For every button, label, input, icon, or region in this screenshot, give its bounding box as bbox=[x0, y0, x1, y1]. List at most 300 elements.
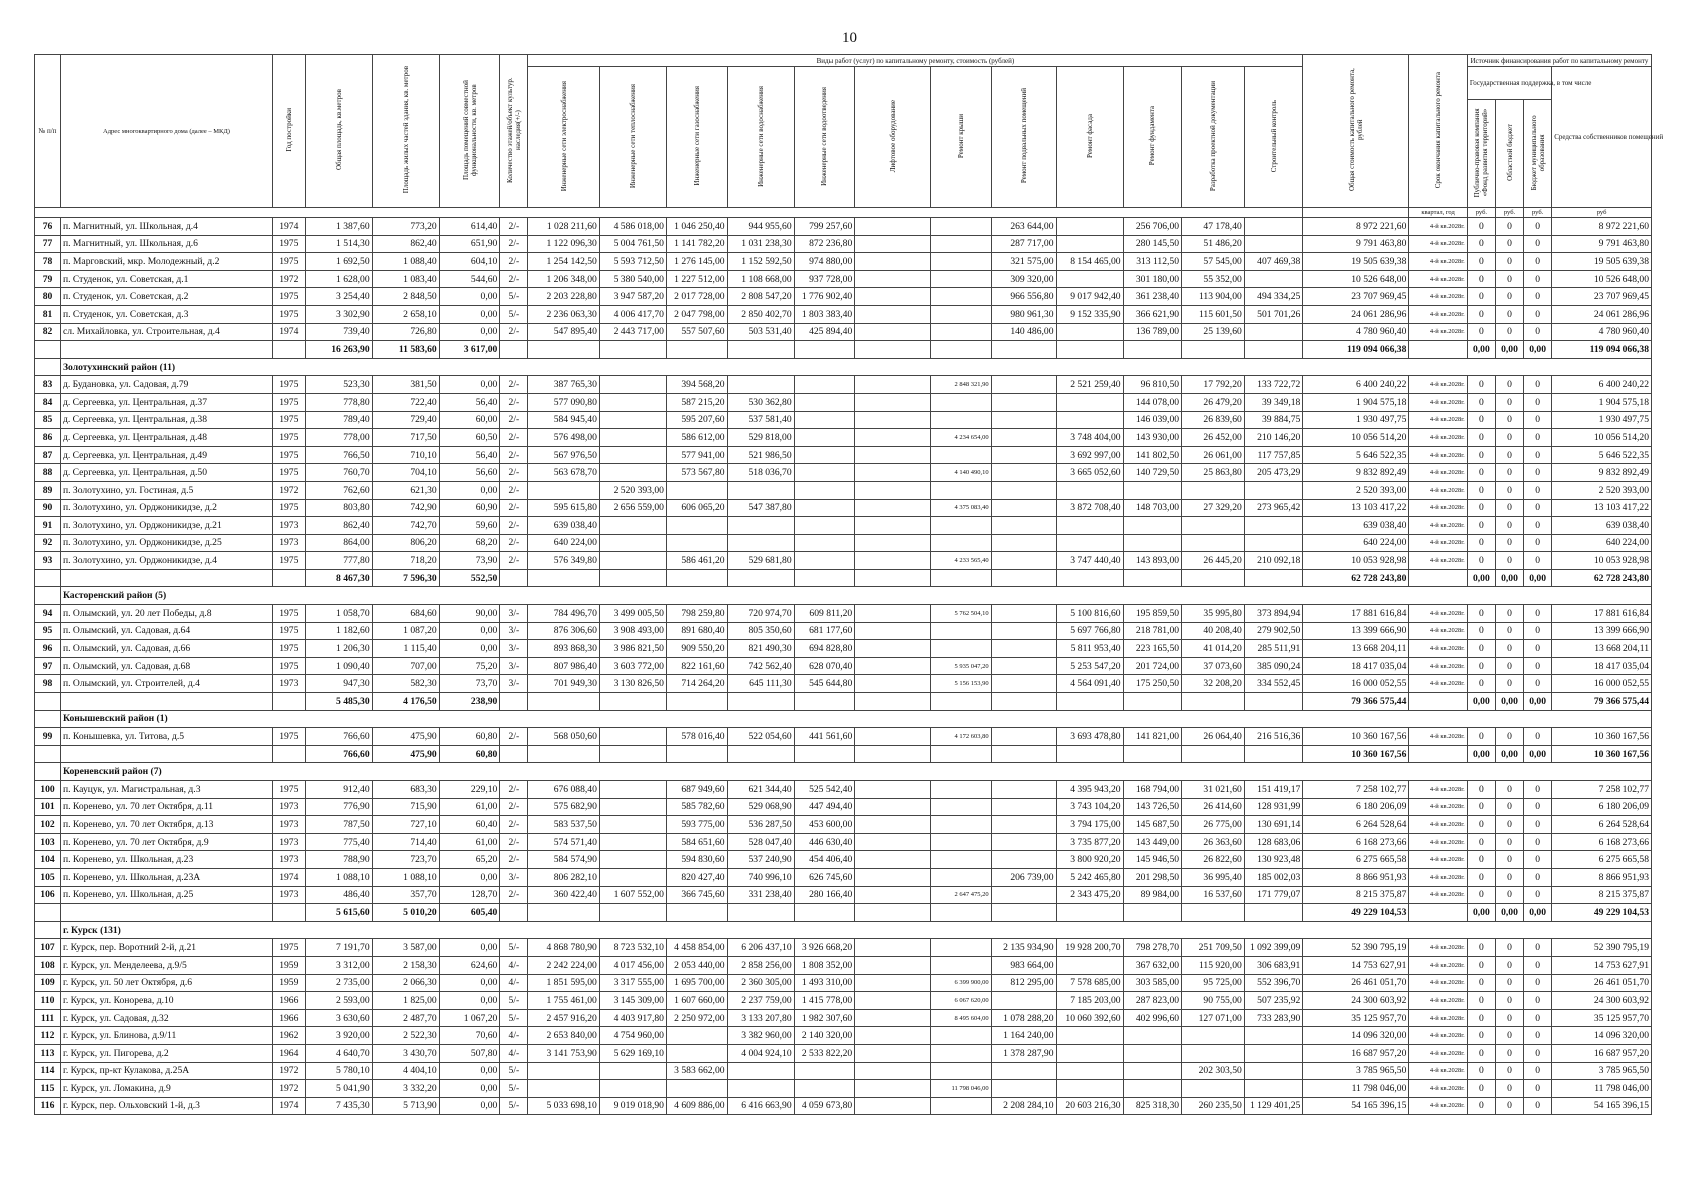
cell-la: 862,40 bbox=[372, 235, 439, 253]
cell-f4: 26 461 051,70 bbox=[1552, 974, 1652, 992]
cell-la: 704,10 bbox=[372, 464, 439, 482]
cell-el: 1 122 096,30 bbox=[528, 235, 599, 253]
cell-y: 1975 bbox=[273, 411, 305, 429]
cell-f2: 0 bbox=[1495, 552, 1523, 570]
cell-tc: 35 125 957,70 bbox=[1303, 1009, 1409, 1027]
cell-fd: 136 789,00 bbox=[1123, 323, 1181, 341]
cell-ta: 1 206,30 bbox=[305, 640, 372, 658]
cell-f2: 0 bbox=[1495, 939, 1523, 957]
cell-fd: 89 984,00 bbox=[1123, 886, 1181, 904]
cell-ct: 151 419,17 bbox=[1244, 781, 1303, 799]
cell-lf bbox=[855, 411, 931, 429]
cell-ct bbox=[1244, 270, 1303, 288]
cell-fc bbox=[1056, 218, 1123, 236]
cell-fc bbox=[1056, 270, 1123, 288]
cell-ta: 912,40 bbox=[305, 781, 372, 799]
cell-sw: 609 811,20 bbox=[794, 605, 855, 623]
cell-bs bbox=[991, 851, 1056, 869]
cell-tc: 640 224,00 bbox=[1303, 534, 1409, 552]
header-roof: Ремонт крыши bbox=[930, 67, 991, 208]
cell-f2: 0 bbox=[1495, 499, 1523, 517]
subtotal-tc: 49 229 104,53 bbox=[1303, 904, 1409, 922]
cell-f1: 0 bbox=[1467, 1097, 1495, 1115]
cell-fc bbox=[1056, 517, 1123, 535]
cell-y: 1972 bbox=[273, 270, 305, 288]
cell-f2: 0 bbox=[1495, 323, 1523, 341]
cell-fl: 2/- bbox=[500, 235, 528, 253]
cell-f2: 0 bbox=[1495, 992, 1523, 1010]
table-row bbox=[35, 728, 1652, 746]
cell-na: 60,40 bbox=[439, 816, 500, 834]
cell-fc: 5 242 465,80 bbox=[1056, 868, 1123, 886]
cell-addr: г. Курск, ул. Садовая, д.32 bbox=[60, 1009, 272, 1027]
cell-lf bbox=[855, 552, 931, 570]
cell-addr: п. Коренево, ул. 70 лет Октября, д.11 bbox=[60, 798, 272, 816]
cell-fc bbox=[1056, 534, 1123, 552]
cell-ct: 334 552,45 bbox=[1244, 675, 1303, 693]
cell-addr: г. Курск, пер. Ольховский 1-й, д.3 bbox=[60, 1097, 272, 1115]
cell-ct: 273 965,42 bbox=[1244, 499, 1303, 517]
cell-lf bbox=[855, 1027, 931, 1045]
cell-y: 1975 bbox=[273, 622, 305, 640]
cell-na: 0,00 bbox=[439, 1097, 500, 1115]
cell-wt: 4 004 924,10 bbox=[727, 1044, 794, 1062]
cell-ds: 115 920,00 bbox=[1182, 956, 1245, 974]
cell-gs: 585 782,60 bbox=[666, 798, 727, 816]
cell-tm: 4-й кв.2028г. bbox=[1409, 552, 1467, 570]
cell-ta: 3 302,90 bbox=[305, 305, 372, 323]
cell-el: 876 306,60 bbox=[528, 622, 599, 640]
cell-ht: 2 443 717,00 bbox=[599, 323, 666, 341]
cell-fl: 5/- bbox=[500, 1097, 528, 1115]
cell-fd: 146 039,00 bbox=[1123, 411, 1181, 429]
cell-wt: 944 955,60 bbox=[727, 218, 794, 236]
cell-fl: 2/- bbox=[500, 393, 528, 411]
cell-addr: п. Коренево, ул. Школьная, д.25 bbox=[60, 886, 272, 904]
cell-tc: 8 866 951,93 bbox=[1303, 868, 1409, 886]
header-year: Год постройки bbox=[273, 55, 305, 208]
cell-tm: 4-й кв.2028г. bbox=[1409, 235, 1467, 253]
table-row bbox=[35, 886, 1652, 904]
cell-ht: 4 403 917,80 bbox=[599, 1009, 666, 1027]
cell-addr: п. Студенок, ул. Советская, д.2 bbox=[60, 288, 272, 306]
cell-f4: 6 400 240,22 bbox=[1552, 376, 1652, 394]
header-foundation: Ремонт фундамента bbox=[1123, 67, 1181, 208]
cell-addr: п. Коренево, ул. 70 лет Октября, д.13 bbox=[60, 816, 272, 834]
cell-f1: 0 bbox=[1467, 1062, 1495, 1080]
cell-fc: 19 928 200,70 bbox=[1056, 939, 1123, 957]
cell-el: 2 242 224,00 bbox=[528, 956, 599, 974]
subtotal-la: 475,90 bbox=[372, 745, 439, 763]
cell-la: 621,30 bbox=[372, 481, 439, 499]
cell-addr: п. Золотухино, ул. Орджоникидзе, д.25 bbox=[60, 534, 272, 552]
cell-tm: 4-й кв.2028г. bbox=[1409, 939, 1467, 957]
cell-wt: 6 416 663,90 bbox=[727, 1097, 794, 1115]
cell-ht bbox=[599, 534, 666, 552]
cell-na: 0,00 bbox=[439, 1080, 500, 1098]
cell-ta: 5 780,10 bbox=[305, 1062, 372, 1080]
cell-wt bbox=[727, 1062, 794, 1080]
cell-f3: 0 bbox=[1524, 1027, 1552, 1045]
cell-tc: 14 096 320,00 bbox=[1303, 1027, 1409, 1045]
cell-tm: 4-й кв.2028г. bbox=[1409, 816, 1467, 834]
cell-ct bbox=[1244, 323, 1303, 341]
cell-f1: 0 bbox=[1467, 288, 1495, 306]
cell-lf bbox=[855, 956, 931, 974]
cell-wt: 503 531,40 bbox=[727, 323, 794, 341]
cell-ds: 26 479,20 bbox=[1182, 393, 1245, 411]
cell-f1: 0 bbox=[1467, 956, 1495, 974]
cell-ta: 1 058,70 bbox=[305, 605, 372, 623]
cell-na: 90,00 bbox=[439, 605, 500, 623]
cell-f4: 1 930 497,75 bbox=[1552, 411, 1652, 429]
district-group-row bbox=[35, 587, 1652, 605]
cell-bs: 2 208 284,10 bbox=[991, 1097, 1056, 1115]
cell-fl: 2/- bbox=[500, 411, 528, 429]
cell-fc: 3 748 404,00 bbox=[1056, 429, 1123, 447]
subtotal-f4: 49 229 104,53 bbox=[1552, 904, 1652, 922]
cell-addr: п. Магнитный, ул. Школьная, д.4 bbox=[60, 218, 272, 236]
cell-na: 0,00 bbox=[439, 992, 500, 1010]
cell-fc bbox=[1056, 1062, 1123, 1080]
cell-tc: 3 785 965,50 bbox=[1303, 1062, 1409, 1080]
cell-ds: 113 904,00 bbox=[1182, 288, 1245, 306]
cell-la: 1 087,20 bbox=[372, 622, 439, 640]
header-gas: Инженерные сети газоснабжения bbox=[666, 67, 727, 208]
cell-ds bbox=[1182, 517, 1245, 535]
cell-ht bbox=[599, 446, 666, 464]
cell-gs: 584 651,60 bbox=[666, 833, 727, 851]
cell-addr: г. Курск, ул. Блинова, д.9/11 bbox=[60, 1027, 272, 1045]
cell-ct: 733 283,90 bbox=[1244, 1009, 1303, 1027]
cell-bs: 1 378 287,90 bbox=[991, 1044, 1056, 1062]
cell-sw bbox=[794, 1080, 855, 1098]
cell-na: 61,00 bbox=[439, 798, 500, 816]
cell-f4: 17 881 616,84 bbox=[1552, 605, 1652, 623]
subtotal-f3: 0,00 bbox=[1524, 569, 1552, 587]
capital-repair-table bbox=[34, 54, 1664, 1115]
cell-sw bbox=[794, 534, 855, 552]
cell-ta: 803,80 bbox=[305, 499, 372, 517]
cell-y: 1962 bbox=[273, 1027, 305, 1045]
cell-la: 582,30 bbox=[372, 675, 439, 693]
unit-rub-fund: руб. bbox=[1467, 208, 1495, 218]
cell-fc: 4 395 943,20 bbox=[1056, 781, 1123, 799]
cell-tc: 6 168 273,66 bbox=[1303, 833, 1409, 851]
cell-rf: 2 848 321,90 bbox=[930, 376, 991, 394]
subtotal-na: 238,90 bbox=[439, 693, 500, 711]
cell-la: 684,60 bbox=[372, 605, 439, 623]
cell-tc: 14 753 627,91 bbox=[1303, 956, 1409, 974]
cell-f3: 0 bbox=[1524, 798, 1552, 816]
cell-gs: 366 745,60 bbox=[666, 886, 727, 904]
cell-ht bbox=[599, 833, 666, 851]
cell-el: 568 050,60 bbox=[528, 728, 599, 746]
cell-addr: г. Курск, ул. Менделеева, д.9/5 bbox=[60, 956, 272, 974]
cell-bs: 966 556,80 bbox=[991, 288, 1056, 306]
table-row bbox=[35, 305, 1652, 323]
cell-f4: 18 417 035,04 bbox=[1552, 657, 1652, 675]
cell-n: 81 bbox=[35, 305, 61, 323]
cell-lf bbox=[855, 253, 931, 271]
cell-la: 2 848,50 bbox=[372, 288, 439, 306]
table-row bbox=[35, 992, 1652, 1010]
cell-lf bbox=[855, 868, 931, 886]
cell-fc: 2 343 475,20 bbox=[1056, 886, 1123, 904]
cell-y: 1975 bbox=[273, 728, 305, 746]
cell-bs bbox=[991, 640, 1056, 658]
cell-lf bbox=[855, 517, 931, 535]
cell-la: 727,10 bbox=[372, 816, 439, 834]
cell-ct: 39 349,18 bbox=[1244, 393, 1303, 411]
cell-y: 1975 bbox=[273, 288, 305, 306]
cell-na: 56,40 bbox=[439, 393, 500, 411]
table-row bbox=[35, 1080, 1652, 1098]
cell-n: 103 bbox=[35, 833, 61, 851]
cell-f4: 13 103 417,22 bbox=[1552, 499, 1652, 517]
cell-addr: г. Курск, ул. Пигорева, д.2 bbox=[60, 1044, 272, 1062]
cell-f1: 0 bbox=[1467, 781, 1495, 799]
cell-gs: 557 507,60 bbox=[666, 323, 727, 341]
cell-tm: 4-й кв.2028г. bbox=[1409, 517, 1467, 535]
cell-addr: п. Олымский, ул. Строителей, д.4 bbox=[60, 675, 272, 693]
cell-rf bbox=[930, 517, 991, 535]
cell-f4: 24 061 286,96 bbox=[1552, 305, 1652, 323]
cell-el: 583 537,50 bbox=[528, 816, 599, 834]
cell-f3: 0 bbox=[1524, 956, 1552, 974]
cell-fc bbox=[1056, 1080, 1123, 1098]
cell-tc: 54 165 396,15 bbox=[1303, 1097, 1409, 1115]
cell-f2: 0 bbox=[1495, 481, 1523, 499]
cell-fc: 7 185 203,00 bbox=[1056, 992, 1123, 1010]
cell-y: 1966 bbox=[273, 992, 305, 1010]
cell-n: 99 bbox=[35, 728, 61, 746]
cell-f3: 0 bbox=[1524, 499, 1552, 517]
cell-tm: 4-й кв.2028г. bbox=[1409, 411, 1467, 429]
cell-na: 651,90 bbox=[439, 235, 500, 253]
cell-f4: 10 360 167,56 bbox=[1552, 728, 1652, 746]
cell-ta: 777,80 bbox=[305, 552, 372, 570]
cell-bs bbox=[991, 833, 1056, 851]
cell-ds: 37 073,60 bbox=[1182, 657, 1245, 675]
table-row bbox=[35, 323, 1652, 341]
subtotal-f1: 0,00 bbox=[1467, 341, 1495, 359]
cell-ds: 90 755,00 bbox=[1182, 992, 1245, 1010]
header-control: Строительный контроль bbox=[1244, 67, 1303, 208]
cell-ta: 5 041,90 bbox=[305, 1080, 372, 1098]
cell-na: 0,00 bbox=[439, 376, 500, 394]
subtotal-f3: 0,00 bbox=[1524, 904, 1552, 922]
cell-gs: 586 461,20 bbox=[666, 552, 727, 570]
cell-f1: 0 bbox=[1467, 974, 1495, 992]
cell-fd: 798 278,70 bbox=[1123, 939, 1181, 957]
cell-ta: 766,50 bbox=[305, 446, 372, 464]
cell-fd: 168 794,00 bbox=[1123, 781, 1181, 799]
cell-n: 101 bbox=[35, 798, 61, 816]
table-row bbox=[35, 956, 1652, 974]
cell-na: 0,00 bbox=[439, 640, 500, 658]
cell-ds: 115 601,50 bbox=[1182, 305, 1245, 323]
cell-fl: 2/- bbox=[500, 270, 528, 288]
cell-ds: 251 709,50 bbox=[1182, 939, 1245, 957]
cell-ht: 3 130 826,50 bbox=[599, 675, 666, 693]
cell-ct: 507 235,92 bbox=[1244, 992, 1303, 1010]
cell-y: 1975 bbox=[273, 235, 305, 253]
cell-tc: 10 056 514,20 bbox=[1303, 429, 1409, 447]
cell-gs bbox=[666, 1027, 727, 1045]
cell-fd: 140 729,50 bbox=[1123, 464, 1181, 482]
cell-y: 1974 bbox=[273, 323, 305, 341]
cell-tc: 24 061 286,96 bbox=[1303, 305, 1409, 323]
cell-f3: 0 bbox=[1524, 429, 1552, 447]
header-nonres-area: Площадь помещений совместной функциональности, кв. метров bbox=[439, 55, 500, 208]
cell-ds: 27 329,20 bbox=[1182, 499, 1245, 517]
cell-lf bbox=[855, 939, 931, 957]
cell-tm: 4-й кв.2028г. bbox=[1409, 253, 1467, 271]
cell-fd: 175 250,50 bbox=[1123, 675, 1181, 693]
header-total-cost: Общая стоимость капитального ремонта, рублей bbox=[1303, 55, 1409, 208]
cell-ht: 3 908 493,00 bbox=[599, 622, 666, 640]
subtotal-la: 7 596,30 bbox=[372, 569, 439, 587]
cell-y: 1973 bbox=[273, 534, 305, 552]
cell-tm: 4-й кв.2028г. bbox=[1409, 376, 1467, 394]
cell-f4: 14 753 627,91 bbox=[1552, 956, 1652, 974]
cell-rf bbox=[930, 218, 991, 236]
table-row bbox=[35, 798, 1652, 816]
cell-y: 1975 bbox=[273, 393, 305, 411]
cell-ht: 8 723 532,10 bbox=[599, 939, 666, 957]
cell-n: 94 bbox=[35, 605, 61, 623]
cell-bs: 2 135 934,90 bbox=[991, 939, 1056, 957]
cell-fd: 143 930,00 bbox=[1123, 429, 1181, 447]
cell-la: 715,90 bbox=[372, 798, 439, 816]
cell-f3: 0 bbox=[1524, 851, 1552, 869]
cell-f3: 0 bbox=[1524, 253, 1552, 271]
cell-sw: 799 257,60 bbox=[794, 218, 855, 236]
cell-wt: 621 344,40 bbox=[727, 781, 794, 799]
unit-rub-municipal: руб. bbox=[1524, 208, 1552, 218]
cell-y: 1974 bbox=[273, 1097, 305, 1115]
cell-f4: 24 300 603,92 bbox=[1552, 992, 1652, 1010]
cell-rf bbox=[930, 323, 991, 341]
cell-ht bbox=[599, 728, 666, 746]
cell-f2: 0 bbox=[1495, 868, 1523, 886]
cell-ta: 4 640,70 bbox=[305, 1044, 372, 1062]
header-fund: Публично-правовая компания «Фонд развития территорий» bbox=[1467, 99, 1495, 207]
cell-tm: 4-й кв.2028г. bbox=[1409, 499, 1467, 517]
cell-tc: 13 668 204,11 bbox=[1303, 640, 1409, 658]
cell-f1: 0 bbox=[1467, 218, 1495, 236]
cell-n: 113 bbox=[35, 1044, 61, 1062]
cell-ht bbox=[599, 552, 666, 570]
cell-y: 1959 bbox=[273, 956, 305, 974]
subtotal-f2: 0,00 bbox=[1495, 904, 1523, 922]
cell-lf bbox=[855, 640, 931, 658]
cell-fc: 20 603 216,30 bbox=[1056, 1097, 1123, 1115]
cell-tm: 4-й кв.2028г. bbox=[1409, 868, 1467, 886]
cell-la: 683,30 bbox=[372, 781, 439, 799]
cell-ht: 5 629 169,10 bbox=[599, 1044, 666, 1062]
table-row bbox=[35, 640, 1652, 658]
cell-ct: 185 002,03 bbox=[1244, 868, 1303, 886]
subtotal-f2: 0,00 bbox=[1495, 569, 1523, 587]
cell-gs: 1 141 782,20 bbox=[666, 235, 727, 253]
cell-lf bbox=[855, 1097, 931, 1115]
cell-ds: 260 235,50 bbox=[1182, 1097, 1245, 1115]
cell-f3: 0 bbox=[1524, 534, 1552, 552]
cell-f1: 0 bbox=[1467, 833, 1495, 851]
cell-bs bbox=[991, 728, 1056, 746]
cell-el: 807 986,40 bbox=[528, 657, 599, 675]
cell-el: 806 282,10 bbox=[528, 868, 599, 886]
cell-wt: 3 382 960,00 bbox=[727, 1027, 794, 1045]
cell-gs: 2 250 972,00 bbox=[666, 1009, 727, 1027]
subtotal-f2: 0,00 bbox=[1495, 341, 1523, 359]
cell-y: 1974 bbox=[273, 868, 305, 886]
cell-ht bbox=[599, 1080, 666, 1098]
cell-la: 2 158,30 bbox=[372, 956, 439, 974]
cell-fd: 303 585,00 bbox=[1123, 974, 1181, 992]
cell-f2: 0 bbox=[1495, 605, 1523, 623]
cell-wt: 2 237 759,00 bbox=[727, 992, 794, 1010]
cell-na: 60,00 bbox=[439, 411, 500, 429]
cell-n: 82 bbox=[35, 323, 61, 341]
cell-fd: 367 632,00 bbox=[1123, 956, 1181, 974]
cell-ta: 776,90 bbox=[305, 798, 372, 816]
cell-gs: 1 695 700,00 bbox=[666, 974, 727, 992]
cell-f3: 0 bbox=[1524, 781, 1552, 799]
cell-f4: 16 687 957,20 bbox=[1552, 1044, 1652, 1062]
cell-ta: 7 435,30 bbox=[305, 1097, 372, 1115]
page-number: 10 bbox=[842, 30, 857, 46]
cell-rf: 4 375 083,40 bbox=[930, 499, 991, 517]
cell-f2: 0 bbox=[1495, 886, 1523, 904]
cell-n: 78 bbox=[35, 253, 61, 271]
cell-bs bbox=[991, 605, 1056, 623]
cell-fd: 301 180,00 bbox=[1123, 270, 1181, 288]
subtotal-ta: 8 467,30 bbox=[305, 569, 372, 587]
district-name: Касторенский район (5) bbox=[60, 587, 1651, 605]
cell-tc: 2 520 393,00 bbox=[1303, 481, 1409, 499]
cell-addr: п. Золотухино, ул. Орджоникидзе, д.21 bbox=[60, 517, 272, 535]
cell-bs bbox=[991, 816, 1056, 834]
cell-ht bbox=[599, 411, 666, 429]
cell-f2: 0 bbox=[1495, 1097, 1523, 1115]
cell-f4: 6 180 206,09 bbox=[1552, 798, 1652, 816]
cell-ht: 3 947 587,20 bbox=[599, 288, 666, 306]
table-row bbox=[35, 253, 1652, 271]
cell-ta: 762,60 bbox=[305, 481, 372, 499]
cell-la: 714,40 bbox=[372, 833, 439, 851]
cell-f1: 0 bbox=[1467, 1027, 1495, 1045]
cell-tc: 639 038,40 bbox=[1303, 517, 1409, 535]
cell-bs: 263 644,00 bbox=[991, 218, 1056, 236]
cell-wt: 530 362,80 bbox=[727, 393, 794, 411]
cell-ds: 35 995,80 bbox=[1182, 605, 1245, 623]
cell-fc: 8 154 465,00 bbox=[1056, 253, 1123, 271]
cell-sw bbox=[794, 1062, 855, 1080]
cell-ta: 486,40 bbox=[305, 886, 372, 904]
cell-ct bbox=[1244, 235, 1303, 253]
cell-gs bbox=[666, 517, 727, 535]
cell-y: 1975 bbox=[273, 552, 305, 570]
cell-tc: 19 505 639,38 bbox=[1303, 253, 1409, 271]
cell-tc: 1 904 575,18 bbox=[1303, 393, 1409, 411]
cell-sw: 626 745,60 bbox=[794, 868, 855, 886]
cell-f4: 13 668 204,11 bbox=[1552, 640, 1652, 658]
cell-f2: 0 bbox=[1495, 675, 1523, 693]
cell-wt: 528 047,40 bbox=[727, 833, 794, 851]
